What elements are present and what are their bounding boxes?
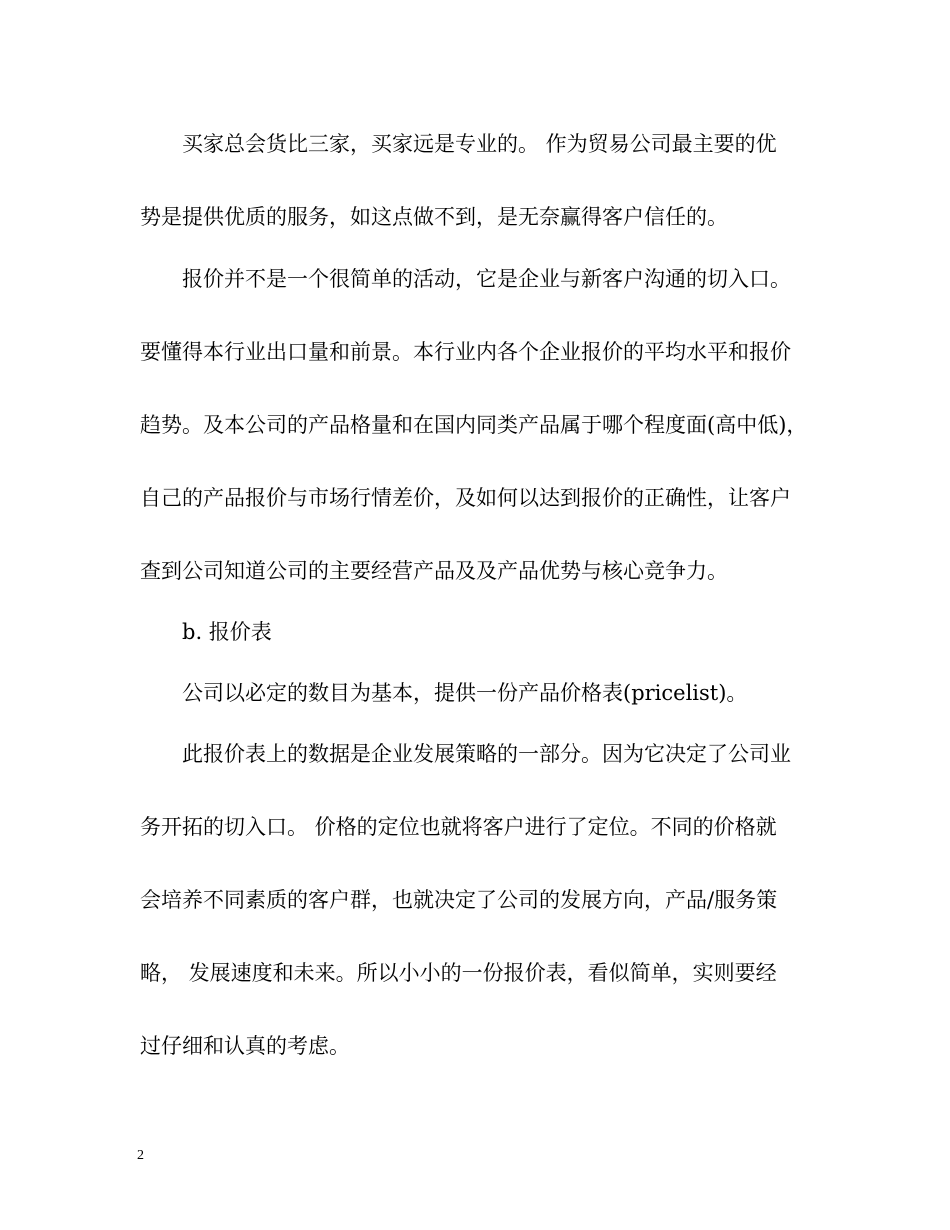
paragraph-line-1: 买家总会货比三家，买家远是专业的。 作为贸易公司最主要的优 [182,132,777,156]
paragraph-line-4: 要懂得本行业出口量和前景。本行业内各个企业报价的平均水平和报价 [140,340,791,364]
paragraph-line-10: 此报价表上的数据是企业发展策略的一部分。因为它决定了公司业 [182,742,791,766]
paragraph-line-14: 过仔细和认真的考虑。 [140,1034,350,1058]
paragraph-line-12: 会培养不同素质的客户群，也就决定了公司的发展方向，产品/服务策 [140,888,778,912]
paragraph-line-5: 趋势。及本公司的产品格量和在国内同类产品属于哪个程度面(高中低)， [140,413,808,437]
paragraph-line-7: 查到公司知道公司的主要经营产品及及产品优势与核心竞争力。 [140,559,728,583]
paragraph-line-9: 公司以必定的数目为基本，提供一份产品价格表(pricelist)。 [182,681,748,705]
page-number: 2 [137,1148,144,1163]
section-heading: b. 报价表 [182,620,272,644]
paragraph-line-6: 自己的产品报价与市场行情差价，及如何以达到报价的正确性，让客户 [140,486,791,510]
paragraph-line-13: 略， 发展速度和未来。所以小小的一份报价表，看似简单，实则要经 [140,961,777,985]
paragraph-line-2: 势是提供优质的服务，如这点做不到，是无奈赢得客户信任的。 [140,205,728,229]
paragraph-line-11: 务开拓的切入口。 价格的定位也就将客户进行了定位。不同的价格就 [140,815,777,839]
paragraph-line-3: 报价并不是一个很简单的活动，它是企业与新客户沟通的切入口。 [182,267,791,291]
